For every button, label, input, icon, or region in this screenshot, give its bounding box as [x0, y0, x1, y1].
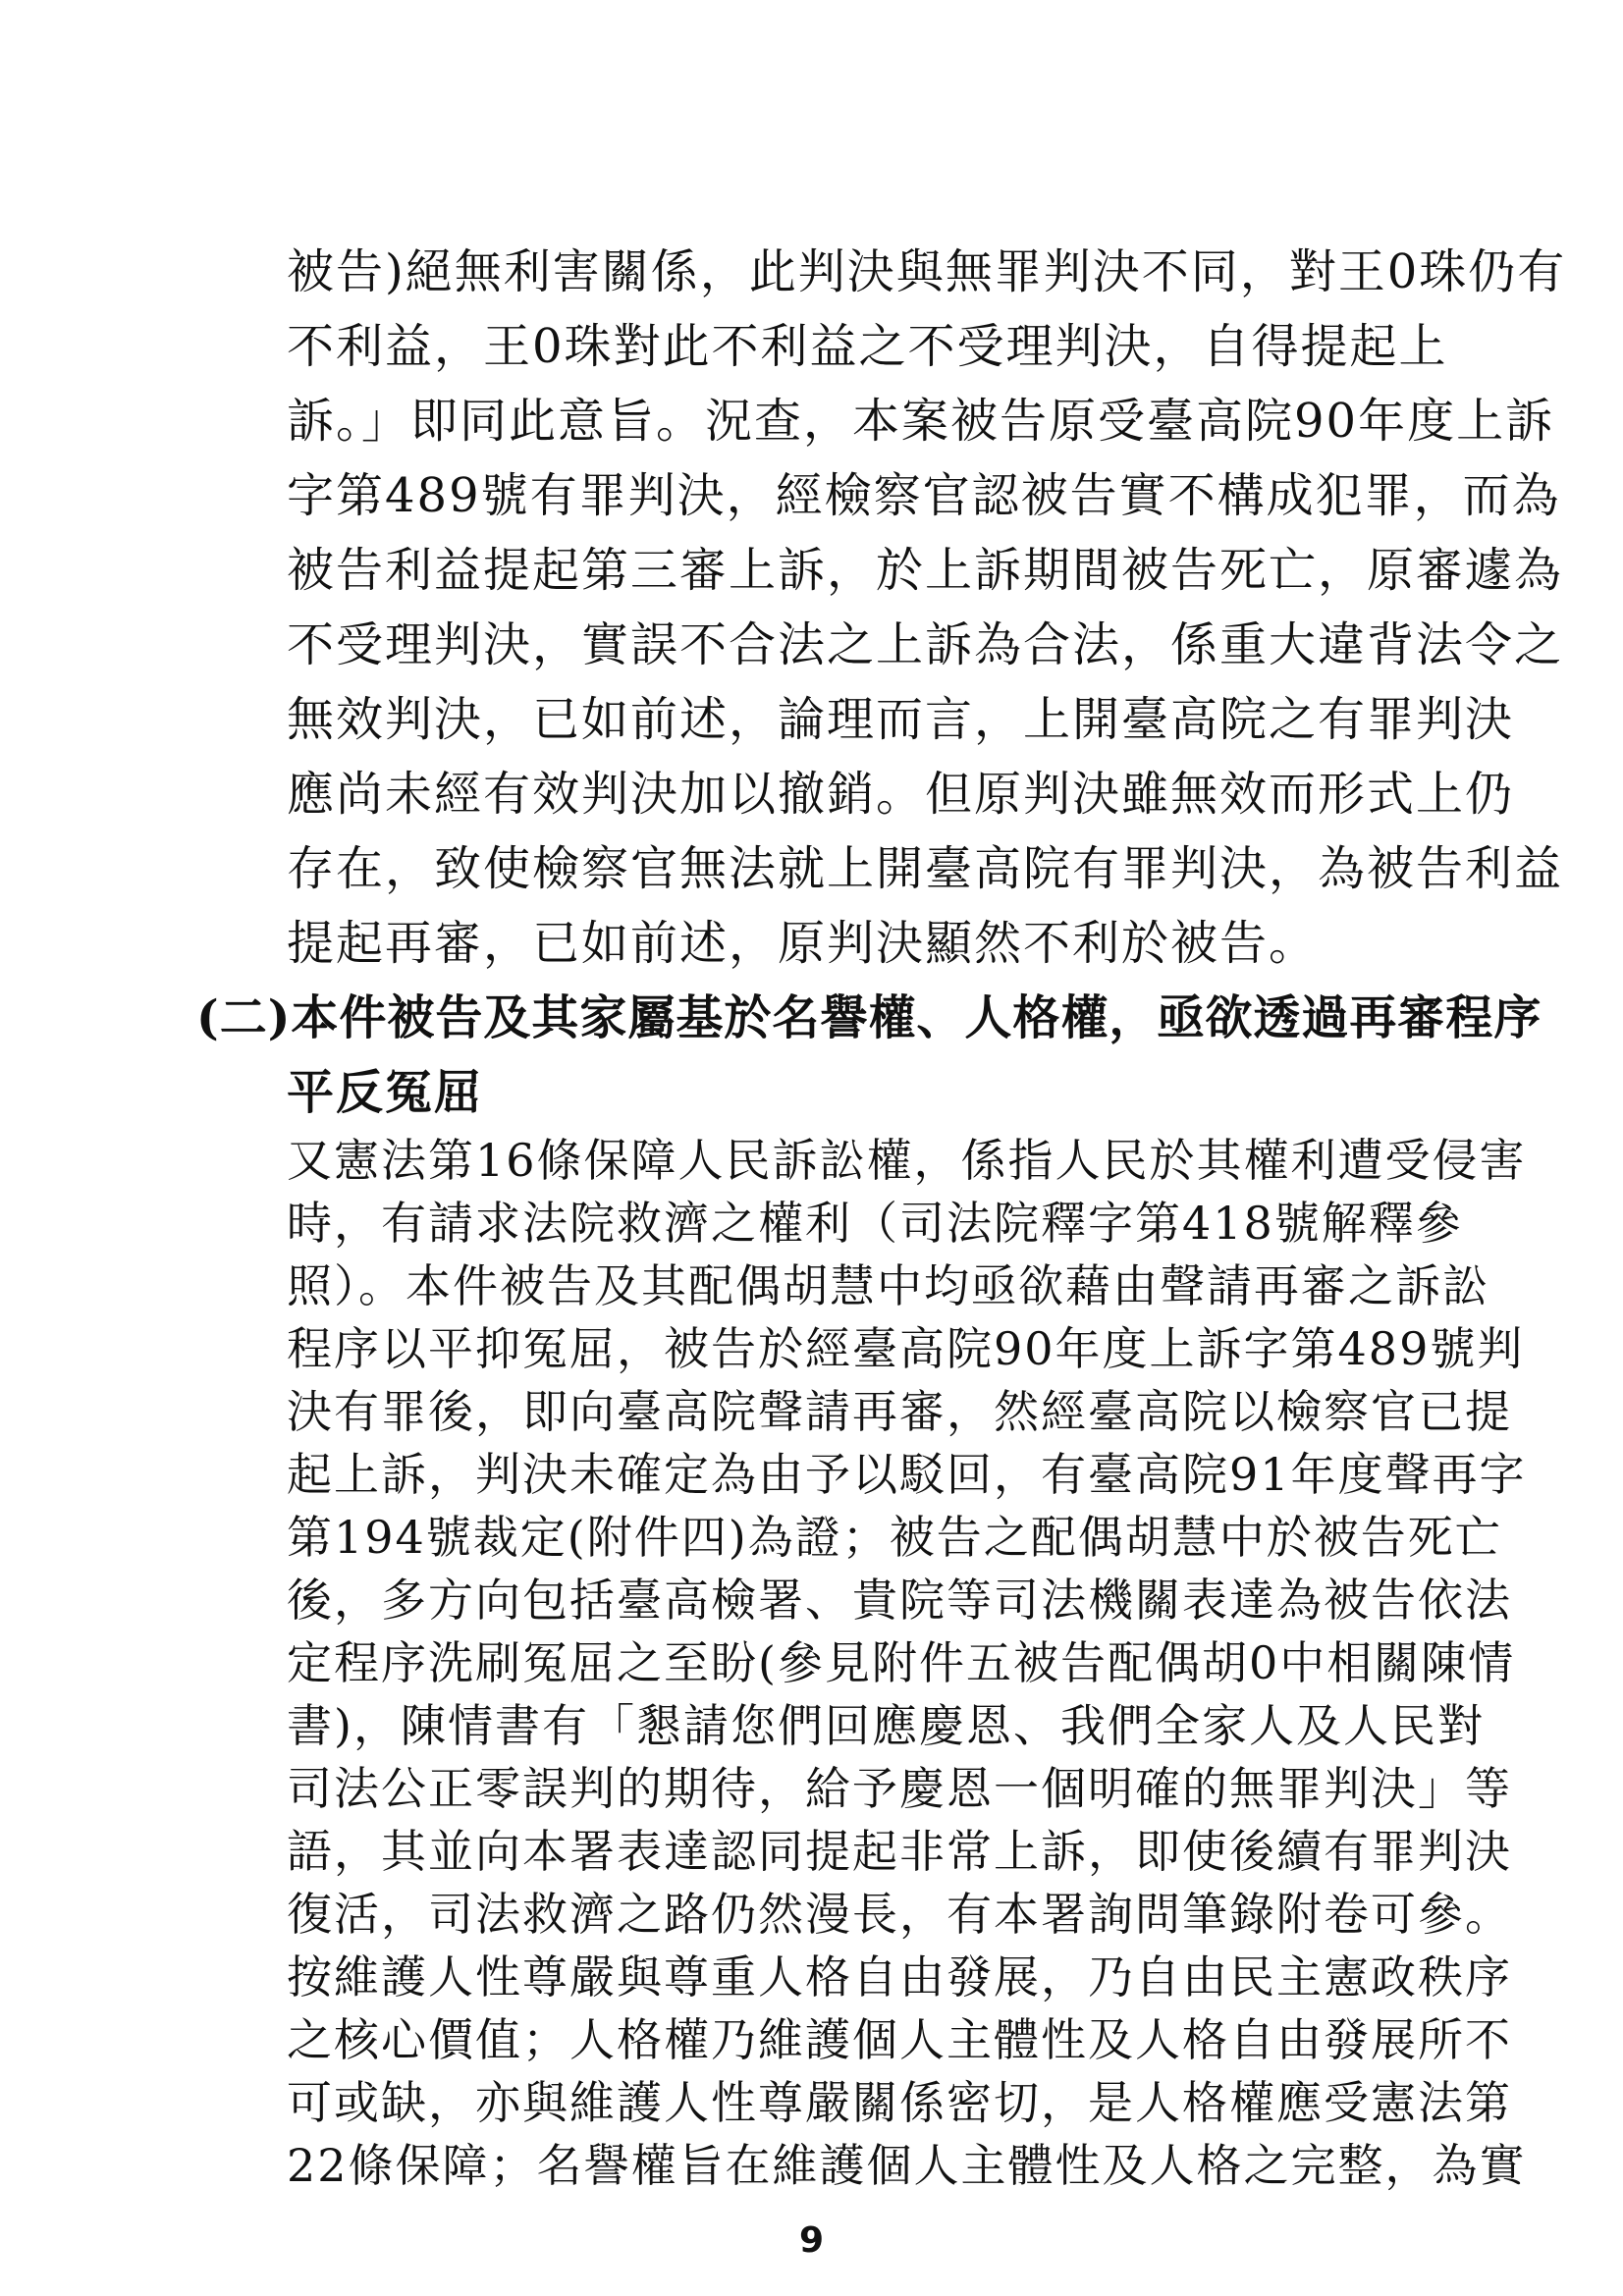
paragraph-line: 提起再審，已如前述，原判決顯然不利於被告。 — [287, 916, 1319, 971]
paragraph-line: 訴。」即同此意旨。況查，本案被告原受臺高院90年度上訴 — [287, 394, 1555, 449]
paragraph-line: 定程序洗刷冤屈之至盼(參見附件五被告配偶胡0中相關陳情 — [287, 1636, 1516, 1689]
paragraph-line: 第194號裁定(附件四)為證；被告之配偶胡慧中於被告死亡 — [287, 1511, 1502, 1564]
paragraph-line: 決有罪後，即向臺高院聲請再審，然經臺高院以檢察官已提 — [287, 1385, 1512, 1438]
section-heading: (二)本件被告及其家屬基於名譽權、人格權，亟欲透過再審程序 — [196, 990, 1542, 1045]
paragraph-line: 不受理判決，實誤不合法之上訴為合法，係重大違背法令之 — [287, 617, 1564, 672]
section-heading-continuation: 平反冤屈 — [287, 1065, 484, 1120]
paragraph-line: 22條保障；名譽權旨在維護個人主體性及人格之完整，為實 — [287, 2139, 1527, 2192]
paragraph-line: 又憲法第16條保障人民訴訟權，係指人民於其權利遭受侵害 — [287, 1134, 1527, 1187]
paragraph-line: 無效判決，已如前述，論理而言，上開臺高院之有罪判決 — [287, 692, 1515, 747]
paragraph-line: 之核心價值；人格權乃維護個人主體性及人格自由發展所不 — [287, 2013, 1512, 2066]
paragraph-line: 程序以平抑冤屈，被告於經臺高院90年度上訴字第489號判 — [287, 1322, 1525, 1375]
paragraph-line: 按維護人性尊嚴與尊重人格自由發展，乃自由民主憲政秩序 — [287, 1950, 1512, 2003]
page-number: 9 — [798, 2220, 825, 2261]
paragraph-line: 被告)絕無利害關係，此判決與無罪判決不同，對王0珠仍有 — [287, 244, 1567, 299]
paragraph-line: 語，其並向本署表達認同提起非常上訴，即使後續有罪判決 — [287, 1825, 1512, 1878]
paragraph-line: 被告利益提起第三審上訴，於上訴期間被告死亡，原審遽為 — [287, 543, 1564, 598]
paragraph-line: 不利益，王0珠對此不利益之不受理判決，自得提起上 — [287, 319, 1448, 374]
paragraph-line: 後，多方向包括臺高檢署、貴院等司法機關表達為被告依法 — [287, 1574, 1512, 1627]
paragraph-line: 應尚未經有效判決加以撤銷。但原判決雖無效而形式上仍 — [287, 767, 1515, 822]
paragraph-line: 存在，致使檢察官無法就上開臺高院有罪判決，為被告利益 — [287, 841, 1564, 896]
paragraph-line: 時，有請求法院救濟之權利（司法院釋字第418號解釋參 — [287, 1197, 1463, 1250]
paragraph-line: 照）。本件被告及其配偶胡慧中均亟欲藉由聲請再審之訴訟 — [287, 1259, 1489, 1312]
paragraph-line: 復活，司法救濟之路仍然漫長，有本署詢問筆錄附卷可參。 — [287, 1888, 1512, 1941]
paragraph-line: 字第489號有罪判決，經檢察官認被告實不構成犯罪，而為 — [287, 468, 1561, 523]
paragraph-line: 可或缺，亦與維護人性尊嚴關係密切，是人格權應受憲法第 — [287, 2076, 1512, 2129]
paragraph-line: 起上訴，判決未確定為由予以駁回，有臺高院91年度聲再字 — [287, 1448, 1527, 1501]
paragraph-line: 書)，陳情書有「懇請您們回應慶恩、我們全家人及人民對 — [287, 1699, 1485, 1752]
paragraph-line: 司法公正零誤判的期待，給予慶恩一個明確的無罪判決」等 — [287, 1762, 1512, 1815]
